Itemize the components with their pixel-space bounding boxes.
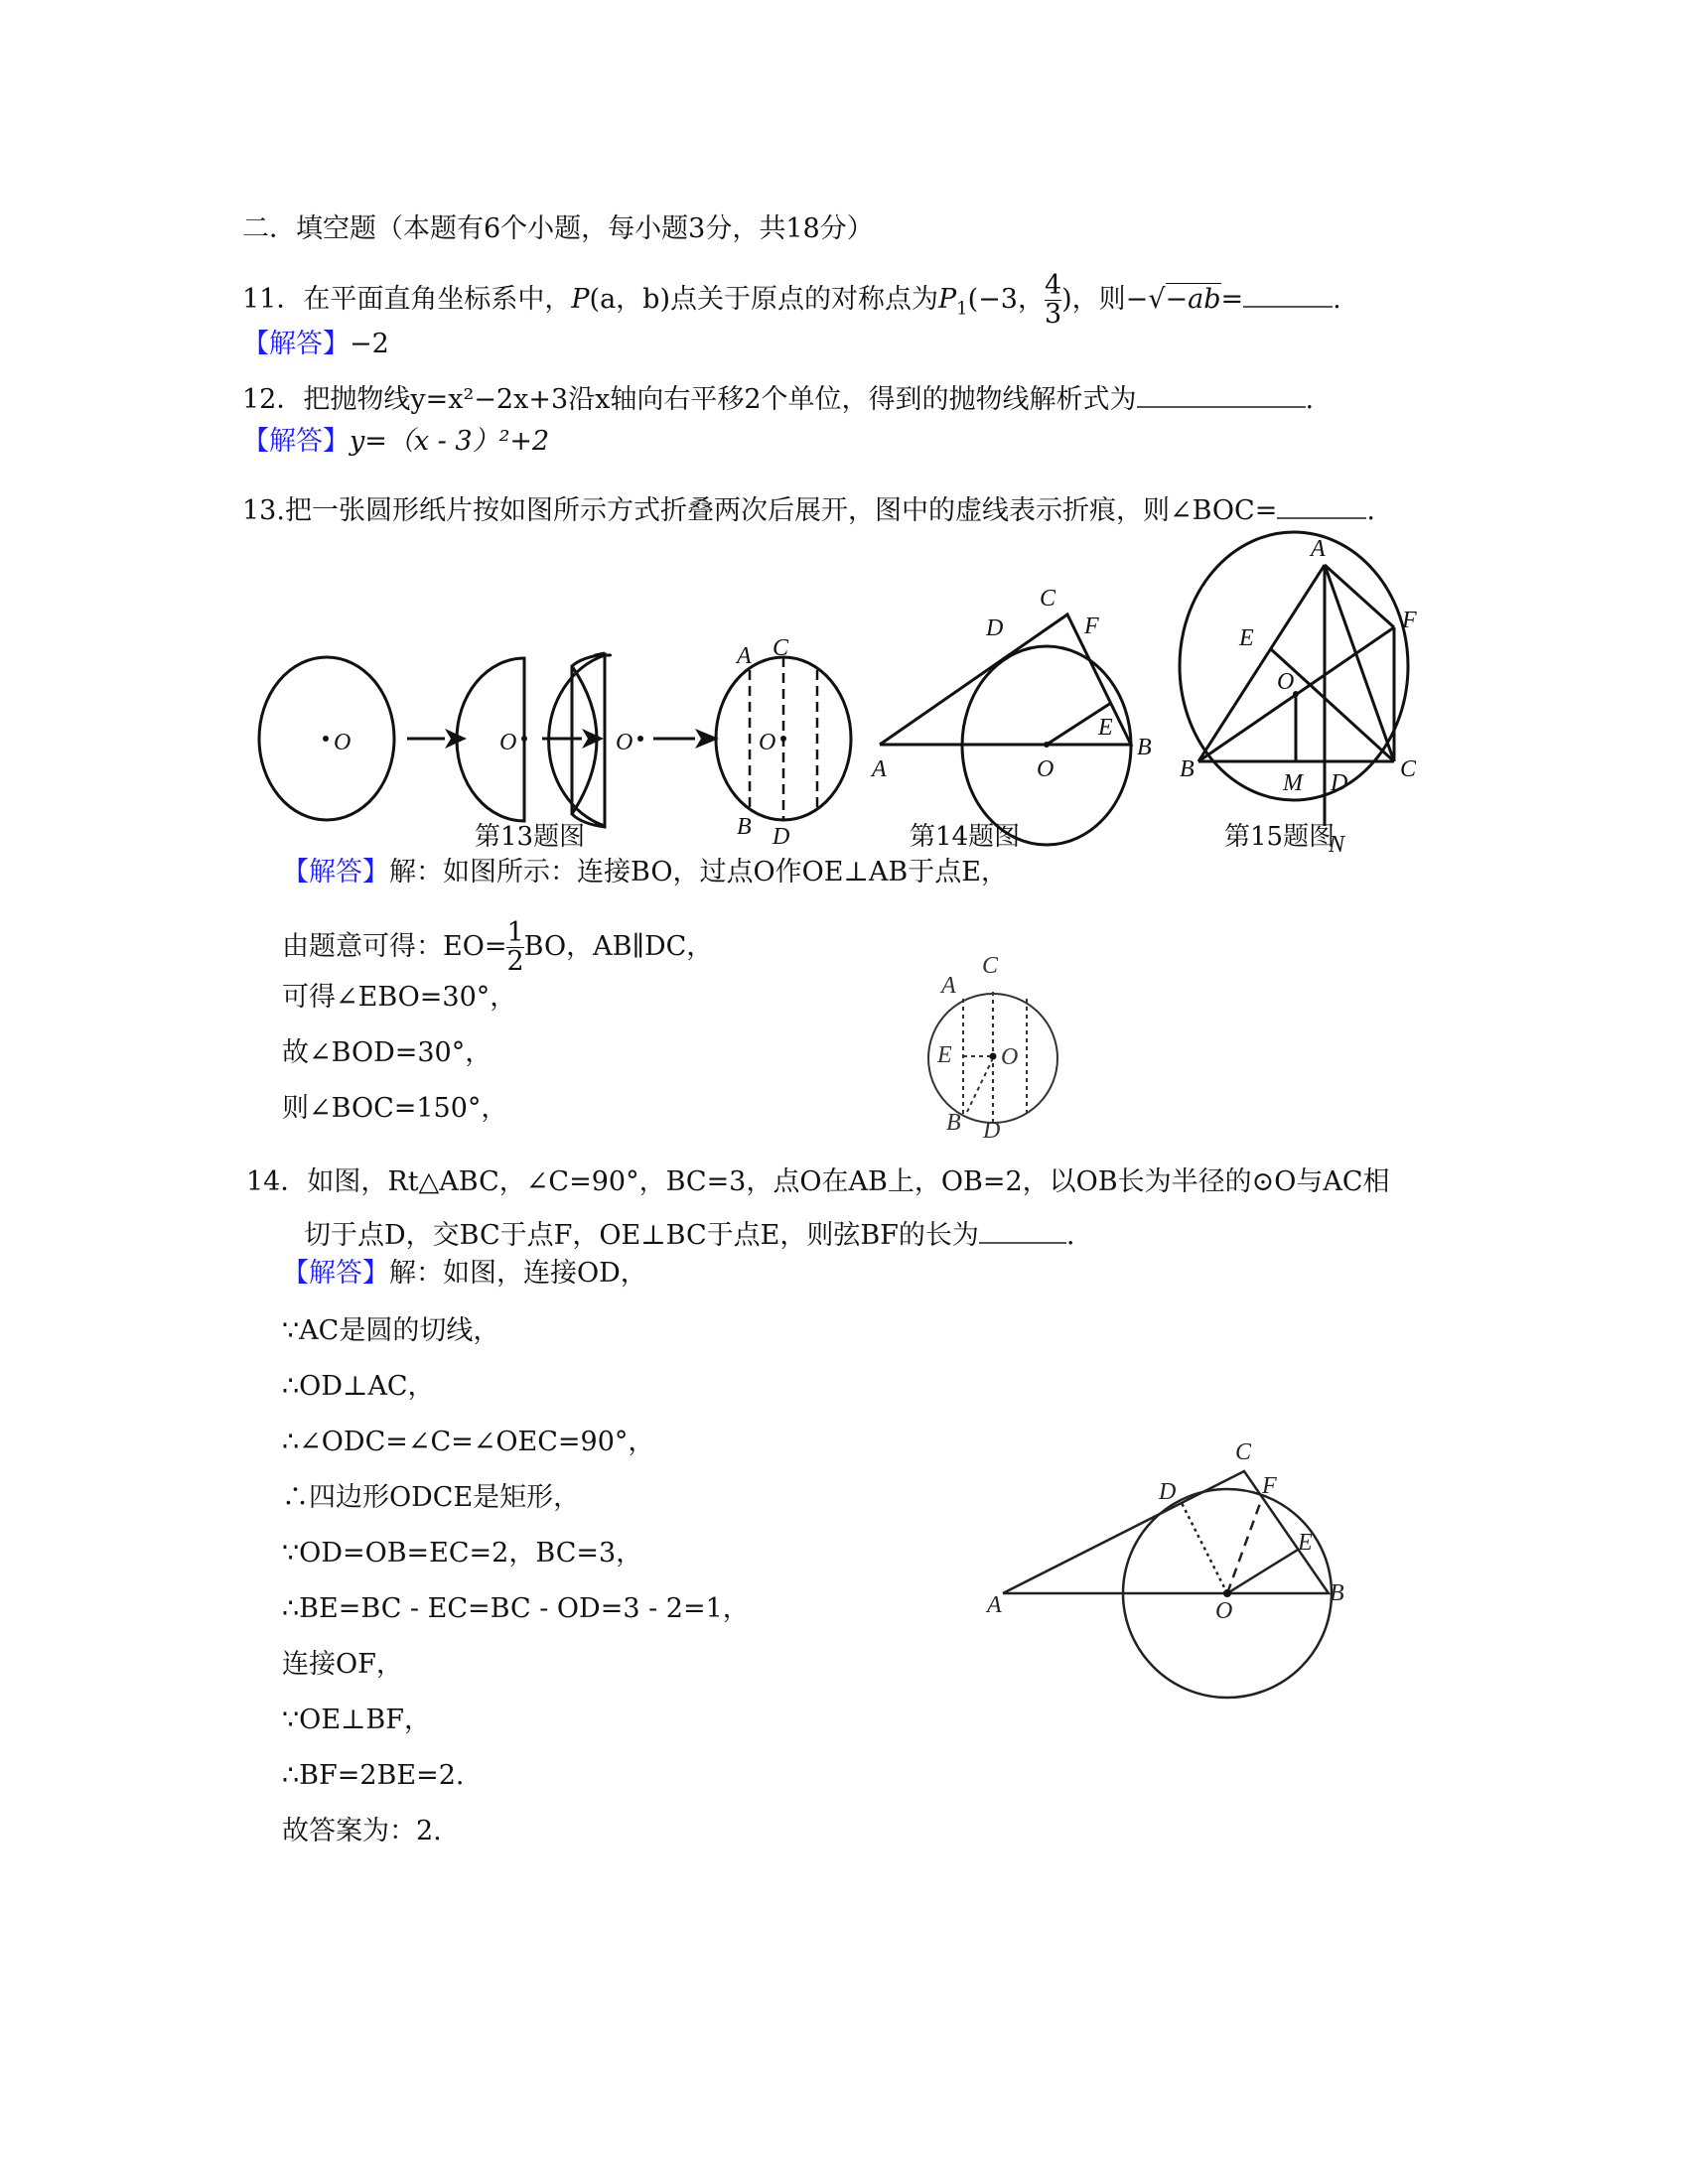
fig13-point-o4 (780, 736, 786, 742)
fig14-caption: 第14题图 (910, 822, 1021, 852)
sol14-label-a: A (987, 1592, 1002, 1618)
q11-text-e: = (1220, 284, 1244, 315)
fig14-label-b: B (1137, 735, 1152, 760)
sol14-point-o (1223, 1589, 1231, 1597)
fig14-label-a: A (872, 756, 887, 782)
sol14-label-e: E (1298, 1530, 1313, 1556)
fig13-label-c: C (773, 635, 789, 661)
q13-answer-tag: 【解答】 (282, 857, 389, 887)
q13-solution-line-1 (282, 856, 1008, 889)
question-14 (246, 1165, 1390, 1199)
fig13-label-d: D (773, 824, 790, 850)
q12-answer-tag: 【解答】 (242, 426, 350, 457)
fig14-label-d: D (986, 615, 1004, 641)
q11-p1: P (937, 284, 957, 315)
fig14-label-c: C (1040, 586, 1056, 612)
q14-solution-line-2: ∴OD⊥AC， (282, 1371, 435, 1402)
q13-solution-1: 解：如图所示：连接BO，过点O作OE⊥AB于点E， (389, 857, 1008, 887)
q11-text-end: . (1333, 284, 1341, 315)
fig13-caption: 第13题图 (475, 822, 586, 852)
sol13-bo (967, 1058, 993, 1112)
q11-sub: 1 (956, 298, 968, 320)
q13-solution-line-3: 可得∠EBO=30°， (282, 982, 517, 1013)
q14-solution-line-7: 连接OF， (282, 1649, 403, 1680)
fig13-label-o4: O (759, 730, 776, 755)
q11-text-c: (−3， (967, 284, 1045, 315)
q11-text-b: (a，b)点关于原点的对称点为 (589, 284, 938, 315)
q11-text-a: 在平面直角坐标系中， (303, 284, 572, 315)
q14-solution-line-8: ∵OE⊥BF， (282, 1705, 431, 1735)
q13-solution-line-4: 故∠BOD=30°， (282, 1037, 492, 1068)
fig15-label-n: N (1329, 832, 1345, 858)
fig15-label-c: C (1400, 756, 1417, 782)
q11-frac-num: 4 (1044, 270, 1062, 301)
q14-number: 14． (246, 1166, 308, 1197)
q13-frac-num: 1 (506, 917, 524, 948)
fig15-label-o: O (1277, 669, 1295, 695)
sol13-label-d: D (983, 1118, 1001, 1144)
sol14-of-dashed (1227, 1498, 1262, 1593)
q14-answer-tag: 【解答】 (282, 1258, 389, 1289)
q12-answer-value: y=（x - 3）²+2 (350, 426, 550, 457)
q11-frac-den: 3 (1044, 299, 1062, 330)
q14-text-end: . (1065, 1220, 1075, 1251)
q13-text: 把一张圆形纸片按如图所示方式折叠两次后展开，图中的虚线表示折痕，则∠BOC= (284, 495, 1278, 526)
sol14-oe (1227, 1550, 1298, 1593)
fig14-point-o (1044, 742, 1050, 748)
fig14-label-e: E (1098, 715, 1113, 741)
q14-solution-line-4: ∴四边形ODCE是矩形， (282, 1482, 581, 1513)
q14-solution-0: 解：如图，连接OD， (389, 1258, 647, 1289)
q13-fraction (506, 919, 523, 976)
q13-frac-den: 2 (506, 946, 524, 977)
sol14-label-c: C (1235, 1439, 1252, 1465)
fig13-label-b: B (737, 814, 752, 840)
sol14-od-dotted (1182, 1503, 1227, 1593)
fig15-ab (1198, 565, 1325, 761)
sol14-label-d: D (1159, 1479, 1177, 1505)
q11-p: P (571, 284, 590, 315)
q12-number: 12． (242, 384, 304, 415)
fig13-label-o2: O (499, 730, 517, 755)
q12-text-end: . (1305, 384, 1315, 415)
fig13-label-o3: O (616, 730, 633, 755)
q11-answer-value: −2 (350, 329, 389, 359)
fig15-caption: 第15题图 (1224, 822, 1336, 852)
fig15-label-a: A (1311, 536, 1326, 562)
fig15-label-f: F (1402, 608, 1417, 633)
sqrt-icon: √ (1148, 284, 1166, 315)
q11-text-d: )，则− (1061, 284, 1149, 315)
q13-solution-2b: BO，AB∥DC， (523, 931, 714, 962)
fig13-label-o1: O (334, 730, 352, 755)
q14-text-line2: 切于点D，交BC于点F，OE⊥BC于点E，则弦BF的长为 (304, 1220, 979, 1251)
q13-solution-2a: 由题意可得：EO= (282, 931, 507, 962)
fig13-label-a: A (737, 643, 752, 669)
sol13-label-e: E (937, 1042, 952, 1068)
section-heading: 二．填空题（本题有6个小题，每小题3分，共18分） (242, 213, 874, 244)
sol14-label-o: O (1215, 1598, 1233, 1624)
q14-solution-line-6: ∴BE=BC - EC=BC - OD=3 - 2=1， (282, 1593, 750, 1624)
q14-solution-line-1: ∵AC是圆的切线， (282, 1315, 500, 1346)
q13-number: 13. (242, 495, 285, 526)
sol13-point-o (990, 1053, 997, 1060)
fig13-point-o3 (637, 736, 643, 742)
q11-answer-tag: 【解答】 (242, 329, 350, 359)
sol13-label-c: C (982, 953, 999, 979)
fig13-point-o2 (521, 736, 527, 742)
sol13-label-a: A (941, 973, 956, 999)
q11-sqrt-content: −ab (1165, 284, 1221, 315)
fig13-point-o1 (323, 736, 329, 742)
fig15-label-e: E (1239, 625, 1254, 651)
q14-solution-line-3: ∴∠ODC=∠C=∠OEC=90°， (282, 1427, 655, 1457)
question-14-cont (304, 1219, 1075, 1253)
q14-solution-line-5: ∵OD=OB=EC=2，BC=3， (282, 1538, 643, 1569)
fig14-label-f: F (1084, 614, 1099, 639)
q13-solution-line-2 (282, 919, 713, 976)
q12-text: 把抛物线y=x²−2x+3沿x轴向右平移2个单位，得到的抛物线解析式为 (303, 384, 1137, 415)
sol13-label-b: B (946, 1110, 961, 1136)
fig15-label-b: B (1180, 756, 1195, 782)
q14-answer-blank[interactable] (979, 1220, 1066, 1244)
arrowhead-icon (582, 729, 604, 749)
q14-text-line1: 如图，Rt△ABC，∠C=90°，BC=3，点O在AB上，OB=2，以OB长为半径的⊙O与AC相 (307, 1166, 1390, 1197)
sol13-label-o: O (1001, 1044, 1019, 1070)
q11-number: 11． (242, 284, 304, 315)
q13-text-end: . (1366, 495, 1375, 526)
q14-solution-line-9: ∴BF=2BE=2. (282, 1760, 465, 1791)
sol14-label-b: B (1330, 1580, 1344, 1606)
q14-solution-line-10: 故答案为：2. (282, 1816, 442, 1846)
sol14-label-f: F (1262, 1473, 1277, 1499)
fig15-label-d: D (1331, 770, 1348, 796)
q14-solution-line-0 (282, 1257, 647, 1291)
fig14-label-o: O (1037, 756, 1055, 782)
q13-solution-line-5: 则∠BOC=150°， (282, 1093, 508, 1124)
fig15-label-m: M (1283, 770, 1303, 796)
